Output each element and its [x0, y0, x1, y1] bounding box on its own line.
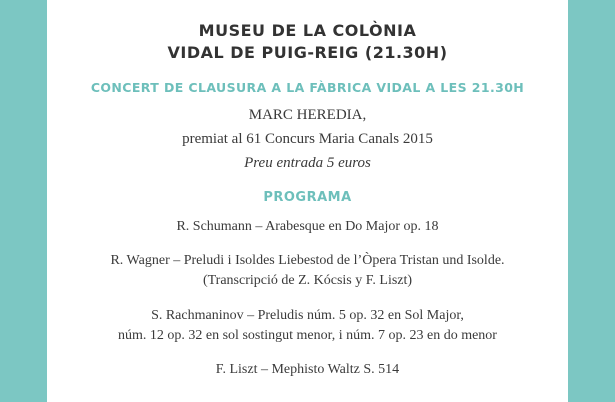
program-item-line: F. Liszt – Mephisto Waltz S. 514	[215, 362, 400, 377]
venue-line-2: VIDAL DE PUIG-REIG (21.30H)	[167, 43, 448, 62]
ticket-price: Preu entrada 5 euros	[244, 155, 371, 171]
venue-heading	[47, 20, 568, 64]
event-page	[47, 0, 568, 402]
performer-name: MARC HEREDIA,	[248, 107, 367, 123]
venue-line-1: MUSEU DE LA COLÒNIA	[198, 21, 417, 40]
program-item-line: R. Schumann – Arabesque en Do Major op. 18	[176, 219, 439, 234]
program-item-line: (Transcripció de Z. Kócsis y F. Liszt)	[202, 273, 413, 288]
program-item	[47, 217, 568, 237]
program-item-line: núm. 12 op. 32 en sol sostingut menor, i núm. 7 op. 23 en do menor	[118, 328, 497, 343]
concert-title: CONCERT DE CLAUSURA A LA FÀBRICA VIDAL A LES 21.30H	[90, 80, 525, 95]
program-item	[47, 360, 568, 380]
program-item	[47, 251, 568, 291]
program-item-line: S. Rachmaninov – Preludis núm. 5 op. 32 en Sol Major,	[151, 308, 464, 323]
program-heading: PROGRAMA	[263, 190, 352, 205]
program-item	[47, 306, 568, 346]
performer-block	[47, 103, 568, 175]
program-item-line: R. Wagner – Preludi i Isoldes Liebestod de l’Òpera Tristan und Isolde.	[110, 253, 505, 268]
left-accent-bar	[0, 0, 47, 402]
performer-award: premiat al 61 Concurs Maria Canals 2015	[182, 131, 433, 147]
right-accent-bar	[568, 0, 615, 402]
